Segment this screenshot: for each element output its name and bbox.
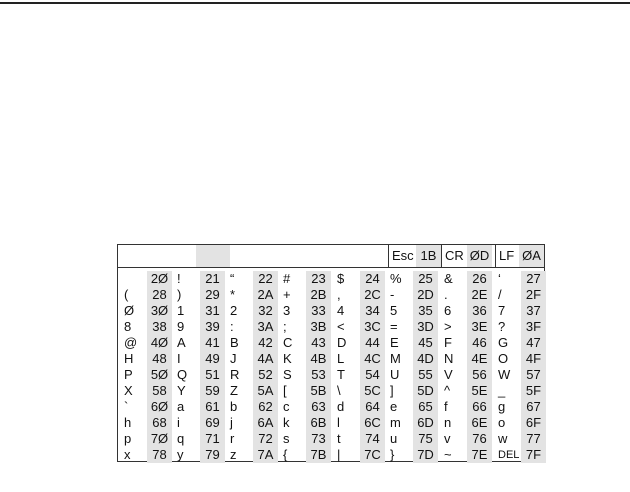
header-shade <box>196 245 230 267</box>
hex-code-cell: 78 <box>147 447 172 463</box>
char-cell: 5 <box>390 303 398 318</box>
char-cell: 8 <box>124 319 132 334</box>
hex-code-cell: 5Ø <box>147 367 172 383</box>
char-cell: Q <box>177 367 188 382</box>
hex-code-cell: 25 <box>413 271 438 287</box>
hex-code-cell: 5F <box>521 383 546 399</box>
char-cell: ^ <box>444 383 451 398</box>
char-cell: “ <box>230 271 235 286</box>
hex-code-cell: 29 <box>200 287 225 303</box>
hex-code-cell: 2A <box>253 287 278 303</box>
hex-code-cell: 7E <box>467 447 492 463</box>
hex-code-cell: 36 <box>467 303 492 319</box>
char-cell: ` <box>124 399 129 414</box>
hex-code-cell: 69 <box>200 415 225 431</box>
hex-code-cell: 55 <box>413 367 438 383</box>
char-cell: j <box>230 415 233 430</box>
hex-code-cell: 5D <box>413 383 438 399</box>
hex-code-cell: 7D <box>413 447 438 463</box>
header-divider <box>388 245 389 267</box>
hex-code-cell: 2Ø <box>147 271 172 287</box>
char-cell: H <box>124 351 134 366</box>
char-cell: R <box>230 367 240 382</box>
char-cell: z <box>230 447 237 462</box>
char-cell: x <box>124 447 131 462</box>
hex-code-cell: 7B <box>306 447 331 463</box>
hex-code-cell: 3A <box>253 319 278 335</box>
char-cell: ? <box>498 319 506 334</box>
char-cell: % <box>390 271 402 286</box>
char-cell: > <box>444 319 452 334</box>
char-cell: . <box>444 287 448 302</box>
hex-code-cell: 6E <box>467 415 492 431</box>
char-cell: * <box>230 287 236 302</box>
char-cell: } <box>390 447 395 462</box>
char-cell: DEL <box>498 449 520 461</box>
hex-code-cell: 57 <box>521 367 546 383</box>
hex-code-cell: 5B <box>306 383 331 399</box>
char-cell: ‘ <box>498 271 501 286</box>
hex-code-cell: 3F <box>521 319 546 335</box>
hex-code-cell: 7F <box>521 447 546 463</box>
hex-code-cell: 61 <box>200 399 225 415</box>
char-cell: s <box>283 431 290 446</box>
hex-code-cell: 63 <box>306 399 331 415</box>
hex-code-cell: 66 <box>467 399 492 415</box>
char-cell: | <box>337 447 341 462</box>
char-cell: y <box>177 447 184 462</box>
char-cell: m <box>390 415 401 430</box>
char-cell: E <box>390 335 399 350</box>
header-cr-label: CR <box>445 248 464 263</box>
char-cell: V <box>444 367 453 382</box>
header-cr-code: ØD <box>467 245 492 267</box>
char-cell: N <box>444 351 454 366</box>
hex-code-cell: 56 <box>467 367 492 383</box>
char-cell: B <box>230 335 239 350</box>
hex-code-cell: 68 <box>147 415 172 431</box>
hex-code-cell: 58 <box>147 383 172 399</box>
hex-code-cell: 76 <box>467 431 492 447</box>
char-cell: f <box>444 399 448 414</box>
hex-code-cell: 22 <box>253 271 278 287</box>
hex-code-cell: 59 <box>200 383 225 399</box>
hex-code-cell: 48 <box>147 351 172 367</box>
header-lf-code: ØA <box>519 245 544 267</box>
hex-code-cell: 6A <box>253 415 278 431</box>
hex-code-cell: 64 <box>360 399 385 415</box>
table-header <box>118 245 544 267</box>
hex-code-cell: 74 <box>360 431 385 447</box>
char-cell: $ <box>337 271 345 286</box>
char-cell: Z <box>230 383 238 398</box>
hex-code-cell: 28 <box>147 287 172 303</box>
char-cell: A <box>177 335 186 350</box>
hex-code-cell: 27 <box>521 271 546 287</box>
hex-code-cell: 38 <box>147 319 172 335</box>
char-cell: I <box>177 351 181 366</box>
hex-code-cell: 75 <box>413 431 438 447</box>
char-cell: o <box>498 415 506 430</box>
hex-code-cell: 7A <box>253 447 278 463</box>
char-cell: { <box>283 447 288 462</box>
hex-code-cell: 2C <box>360 287 385 303</box>
char-cell: L <box>337 351 345 366</box>
char-cell: l <box>337 415 340 430</box>
hex-code-cell: 49 <box>200 351 225 367</box>
hex-code-cell: 77 <box>521 431 546 447</box>
hex-code-cell: 5A <box>253 383 278 399</box>
hex-code-cell: 31 <box>200 303 225 319</box>
char-cell: C <box>283 335 293 350</box>
hex-code-cell: 52 <box>253 367 278 383</box>
hex-code-cell: 37 <box>521 303 546 319</box>
char-cell: 2 <box>230 303 238 318</box>
char-cell: 4 <box>337 303 345 318</box>
hex-code-cell: 51 <box>200 367 225 383</box>
hex-code-cell: 2D <box>413 287 438 303</box>
char-cell: n <box>444 415 452 430</box>
char-cell: ! <box>177 271 181 286</box>
char-cell: D <box>337 335 347 350</box>
hex-code-cell: 26 <box>467 271 492 287</box>
char-cell: = <box>390 319 398 334</box>
header-lf-label: LF <box>499 248 515 263</box>
hex-code-cell: 72 <box>253 431 278 447</box>
char-cell <box>124 271 142 287</box>
header-esc-code: 1B <box>416 245 441 267</box>
hex-code-cell: 33 <box>306 303 331 319</box>
char-cell: a <box>177 399 185 414</box>
hex-code-cell: 3E <box>467 319 492 335</box>
char-cell: ] <box>390 383 394 398</box>
header-divider <box>495 245 496 267</box>
hex-code-cell: 6C <box>360 415 385 431</box>
char-cell: p <box>124 431 132 446</box>
hex-code-cell: 34 <box>360 303 385 319</box>
hex-code-cell: 43 <box>306 335 331 351</box>
char-cell: h <box>124 415 132 430</box>
hex-code-cell: 79 <box>200 447 225 463</box>
char-cell: Ø <box>124 303 135 318</box>
hex-code-cell: 6B <box>306 415 331 431</box>
char-cell: M <box>390 351 401 366</box>
hex-code-cell: 5E <box>467 383 492 399</box>
char-cell: F <box>444 335 452 350</box>
char-cell: 7 <box>498 303 506 318</box>
char-cell: ~ <box>444 447 452 462</box>
header-esc-label: Esc <box>392 248 414 263</box>
char-cell: J <box>230 351 237 366</box>
hex-code-cell: 67 <box>521 399 546 415</box>
hex-code-cell: 73 <box>306 431 331 447</box>
hex-code-cell: 4A <box>253 351 278 367</box>
char-cell: ) <box>177 287 182 302</box>
hex-code-cell: 39 <box>200 319 225 335</box>
char-cell: _ <box>498 383 506 398</box>
hex-code-cell: 7C <box>360 447 385 463</box>
char-cell: u <box>390 431 398 446</box>
hex-code-cell: 41 <box>200 335 225 351</box>
char-cell: O <box>498 351 509 366</box>
hex-code-cell: 54 <box>360 367 385 383</box>
char-cell: k <box>283 415 290 430</box>
char-cell: i <box>177 415 180 430</box>
char-cell: g <box>498 399 506 414</box>
char-cell: 9 <box>177 319 185 334</box>
char-cell: d <box>337 399 345 414</box>
hex-code-cell: 23 <box>306 271 331 287</box>
hex-code-cell: 7Ø <box>147 431 172 447</box>
hex-code-cell: 3B <box>306 319 331 335</box>
char-cell: 1 <box>177 303 185 318</box>
char-cell: X <box>124 383 133 398</box>
char-cell: @ <box>124 335 138 350</box>
hex-code-cell: 2F <box>521 287 546 303</box>
header-rule <box>118 267 544 268</box>
char-cell: ; <box>283 319 287 334</box>
char-cell: G <box>498 335 509 350</box>
hex-code-cell: 24 <box>360 271 385 287</box>
char-cell: w <box>498 431 508 446</box>
char-cell: S <box>283 367 292 382</box>
hex-code-cell: 45 <box>413 335 438 351</box>
hex-code-cell: 4C <box>360 351 385 367</box>
hex-code-cell: 53 <box>306 367 331 383</box>
char-cell: U <box>390 367 400 382</box>
char-cell: ( <box>124 287 129 302</box>
hex-code-cell: 4Ø <box>147 335 172 351</box>
hex-code-cell: 3D <box>413 319 438 335</box>
char-cell: b <box>230 399 238 414</box>
header-divider <box>441 245 442 267</box>
hex-code-cell: 71 <box>200 431 225 447</box>
top-rule <box>0 2 630 4</box>
char-cell: 6 <box>444 303 452 318</box>
char-cell: r <box>230 431 235 446</box>
ascii-table <box>117 244 545 462</box>
hex-code-cell: 4B <box>306 351 331 367</box>
hex-code-cell: 46 <box>467 335 492 351</box>
hex-code-cell: 62 <box>253 399 278 415</box>
hex-code-cell: 4E <box>467 351 492 367</box>
char-cell: W <box>498 367 511 382</box>
hex-code-cell: 4F <box>521 351 546 367</box>
hex-code-cell: 6F <box>521 415 546 431</box>
hex-code-cell: 65 <box>413 399 438 415</box>
char-cell: v <box>444 431 451 446</box>
hex-code-cell: 2E <box>467 287 492 303</box>
hex-code-cell: 3Ø <box>147 303 172 319</box>
char-cell: K <box>283 351 292 366</box>
char-cell: P <box>124 367 133 382</box>
char-cell: , <box>337 287 341 302</box>
char-cell: [ <box>283 383 287 398</box>
hex-code-cell: 21 <box>200 271 225 287</box>
hex-code-cell: 35 <box>413 303 438 319</box>
hex-code-cell: 5C <box>360 383 385 399</box>
hex-code-cell: 44 <box>360 335 385 351</box>
hex-code-cell: 47 <box>521 335 546 351</box>
hex-code-cell: 32 <box>253 303 278 319</box>
char-cell: q <box>177 431 185 446</box>
hex-code-cell: 3C <box>360 319 385 335</box>
hex-code-cell: 42 <box>253 335 278 351</box>
hex-code-cell: 2B <box>306 287 331 303</box>
char-cell: Y <box>177 383 186 398</box>
char-cell: # <box>283 271 291 286</box>
char-cell: : <box>230 319 234 334</box>
hex-code-cell: 6Ø <box>147 399 172 415</box>
char-cell: \ <box>337 383 341 398</box>
char-cell: + <box>283 287 291 302</box>
char-cell: T <box>337 367 345 382</box>
char-cell: e <box>390 399 398 414</box>
char-cell: & <box>444 271 453 286</box>
char-cell: - <box>390 287 395 302</box>
char-cell: < <box>337 319 345 334</box>
char-cell: / <box>498 287 502 302</box>
hex-code-cell: 6D <box>413 415 438 431</box>
char-cell: c <box>283 399 290 414</box>
char-cell: 3 <box>283 303 291 318</box>
hex-code-cell: 4D <box>413 351 438 367</box>
char-cell: t <box>337 431 341 446</box>
